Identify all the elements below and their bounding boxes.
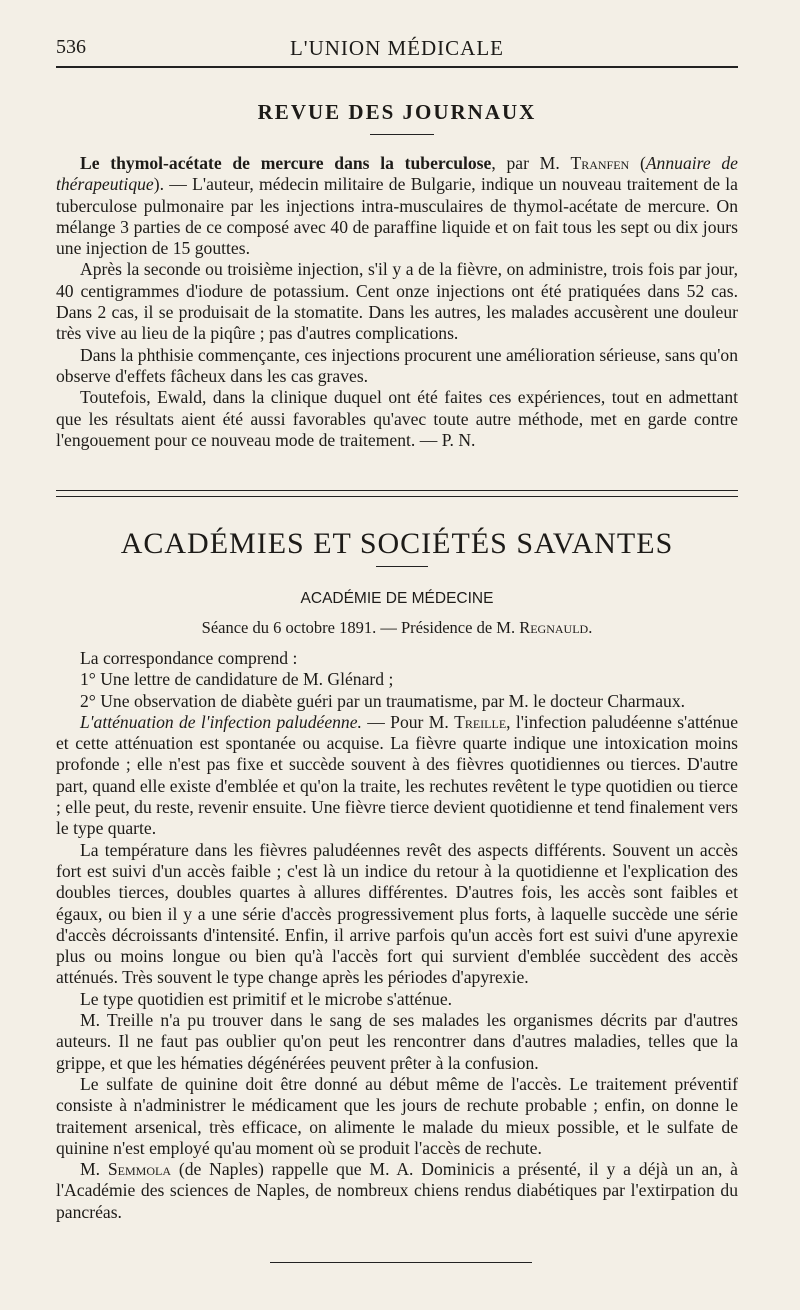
paragraph: L'atténuation de l'infection paludéenne. — Pour M. Treille, l'infection paludéenne s'atténue et cette atténuation est spontanée ou acquise. La fièvre quarte indique une intoxication moins profonde ; elle n'est pas fixe et succède souvent à des fièvres quotidiennes ou tierces. D'autre part, quand elle existe d'emblée et qu'on la traite, les rechutes revêtent le type quotidien ou tierce ; elle peut, du reste, revenir ensuite. Une fièvre tierce devient quotidienne et tend finalement vers le type quarte. bbox=[56, 711, 739, 839]
paragraph: Le sulfate de quinine doit être donné au début même de l'accès. Le traitement préventif consiste à n'administrer le médicament que les jours de rechute probable ; enfin, on donne le traitement arsenical, très efficace, on alimente le malade du mieux possible, et le sulfate de quinine n'est employé qu'au moment où se produit l'accès de rechute. bbox=[56, 1073, 738, 1158]
header-rule bbox=[56, 66, 738, 68]
author-name: Treille bbox=[454, 711, 507, 732]
academy-report bbox=[56, 648, 738, 1223]
article-title: Le thymol-acétate de mercure dans la tuberculose bbox=[80, 153, 492, 173]
end-rule bbox=[270, 1262, 532, 1263]
section-double-rule bbox=[56, 490, 738, 497]
paragraph: Toutefois, Ewald, dans la clinique duquel ont été faites ces expériences, tout en admettant que les résultats aient été aussi favorables qu'avec toute autre méthode, met en garde contre l'engouement pour ce nouveau mode de traitement. — P. N. bbox=[56, 387, 738, 450]
president-name: Regnauld bbox=[519, 618, 589, 637]
running-head bbox=[56, 36, 738, 60]
section-rule bbox=[376, 566, 428, 567]
section-title-academies: ACADÉMIES ET SOCIÉTÉS SAVANTES bbox=[120, 527, 674, 560]
topic-title: L'atténuation de l'infection paludéenne. bbox=[80, 711, 362, 732]
article-thymol bbox=[56, 153, 738, 451]
author-name: Tranfen bbox=[570, 153, 630, 173]
paragraph: M. Treille n'a pu trouver dans le sang de ses malades les organismes décrits par d'autres auteurs. Il ne faut pas oublier qu'on peut les rencontrer dans d'autres maladies, telles que la grippe, et que les hématies dégénérées peuvent prêter à la confusion. bbox=[56, 1010, 738, 1073]
session-line: Séance du 6 octobre 1891. — Présidence de M. Regnauld. bbox=[201, 618, 593, 637]
author-name: Semmola bbox=[107, 1159, 172, 1180]
paragraph: Dans la phthisie commençante, ces injections procurent une amélioration sérieuse, sans qu'on observe d'effets fâcheux dans les cas graves. bbox=[56, 344, 738, 386]
page-number: 536 bbox=[56, 36, 86, 58]
list-item: 2° Une observation de diabète guéri par un traumatisme, par M. le docteur Charmaux. bbox=[80, 690, 686, 711]
list-item: 1° Une lettre de candidature de M. Glénard ; bbox=[80, 669, 394, 690]
section-rule bbox=[370, 134, 434, 135]
section-title-revue: REVUE DES JOURNAUX bbox=[257, 100, 537, 124]
paragraph: Le type quotidien est primitif et le microbe s'atténue. bbox=[80, 988, 453, 1009]
paragraph: Le thymol-acétate de mercure dans la tuberculose, par M. Tranfen (Annuaire de thérapeutique). — L'auteur, médecin militaire de Bulgarie, indique un nouveau traitement de la tuberculose pulmonaire par les injections intra-musculaires de thymol-acétate de mercure. On mélange 3 parties de ce composé avec 40 de paraffine liquide et on fait tous les sept ou dix jours une injection de 15 gouttes. bbox=[56, 153, 738, 259]
paragraph: M. Semmola (de Naples) rappelle que M. A. Dominicis a présenté, il y a déjà un an, à l'Académie des sciences de Naples, de nombreux chiens rendus diabétiques par l'extirpation du pancréas. bbox=[56, 1159, 738, 1222]
paragraph: La correspondance comprend : bbox=[80, 648, 298, 668]
academy-name: ACADÉMIE DE MÉDECINE bbox=[300, 590, 494, 607]
source-title: Annuaire de thérapeutique bbox=[56, 153, 738, 195]
journal-title: L'UNION MÉDICALE bbox=[289, 36, 504, 60]
paragraph: Après la seconde ou troisième injection, s'il y a de la fièvre, on administre, trois fois par jour, 40 centigrammes d'iodure de potassium. Cent onze injections ont été pratiquées dans 52 cas. Dans 2 cas, il se produisait de la stomatite. Dans les autres, les malades accusèrent une douleur très vive au lieu de la piqûre ; pas d'autres complications. bbox=[56, 259, 738, 344]
paragraph: La température dans les fièvres paludéennes revêt des aspects différents. Souvent un accès fort est suivi d'un accès faible ; c'est là un indice du retour à la quotidienne et l'explication des doubles tierces, doubles quartes à allures différentes. D'autres fois, les accès sont faibles et égaux, ou bien il y a une série d'accès progressivement plus forts, à laquelle succède une série d'accès décroissants d'intensité. Enfin, il arrive parfois qu'un accès fort est suivi d'une apyrexie plus ou moins longue ou bien qu'à l'accès fort qui survient d'emblée succèdent des accès atténués. Très souvent le type change après les périodes d'apyrexie. bbox=[56, 839, 738, 988]
